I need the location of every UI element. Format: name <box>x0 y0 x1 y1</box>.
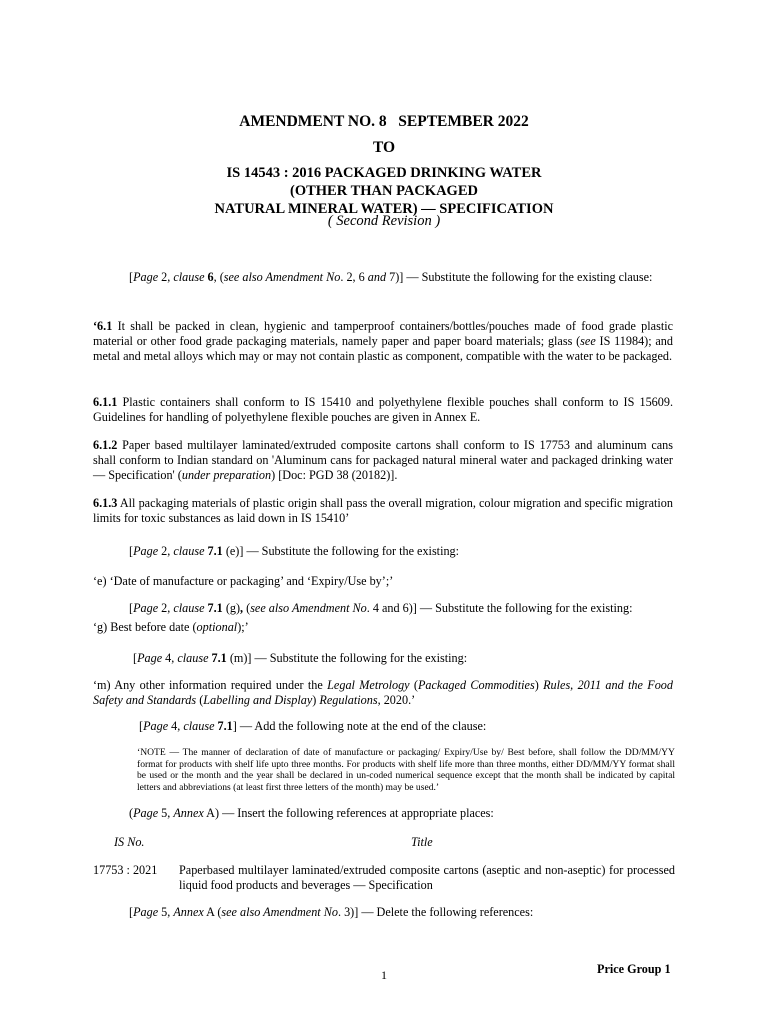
text-fragment: 2, <box>158 270 174 284</box>
text-fragment: Labelling and Display <box>203 692 313 707</box>
text-fragment: ( <box>243 601 251 615</box>
text-fragment: under preparation <box>181 467 272 482</box>
text-fragment: [ <box>139 719 144 733</box>
text-fragment: 4, <box>162 651 178 665</box>
text-fragment: Annex <box>173 806 204 820</box>
text-fragment: IS 11984); and metal and metal alloys which may or may not contain plastic as component, compatible with the water to be packaged. <box>93 333 673 363</box>
text-fragment: All packaging materials of plastic origin shall pass the overall migration, colour migration and specific migration limits for toxic substances as laid down in IS 15410’ <box>93 496 673 525</box>
text-fragment: clause <box>177 651 209 665</box>
clause-number: ‘6.1 <box>93 319 113 333</box>
text-fragment: , <box>240 601 244 615</box>
text-fragment: clause <box>173 270 205 284</box>
clause-number: 6.1.2 <box>93 438 118 452</box>
text-fragment: ( <box>409 678 418 692</box>
replacement-text-m <box>93 678 673 708</box>
clause-number: 7.1 <box>211 651 227 665</box>
text-fragment: ) <box>534 678 544 692</box>
text-fragment: A) — Insert the following references at appropriate places: <box>203 806 494 820</box>
text-fragment: see also Amendment No <box>250 601 367 615</box>
text-fragment: clause <box>183 719 215 733</box>
reference-title: Paperbased multilayer laminated/extruded composite cartons (aseptic and non-aseptic) for processed liquid food products and beverages — Specification <box>179 863 675 892</box>
to-label: TO <box>372 139 396 156</box>
text-fragment: [ <box>129 544 134 558</box>
text-fragment: 2, <box>158 601 174 615</box>
clause-6-1 <box>93 319 673 363</box>
text-fragment: ] — Add the following note at the end of the clause: <box>232 719 487 733</box>
text-fragment: (m)] — Substitute the following for the existing: <box>226 651 468 665</box>
note-text: ‘NOTE — The manner of declaration of date of manufacture or packaging/ Expiry/Use by/ Best before, shall follow the DD/MM/YY format for products with shelf life upto three months. For products with shelf life more than three months, either DD/MM/YY format shall be used or the month and the year shall be declared in un-coded numerical sequence except that the month shall be indicated by capital letters and abbreviations (at least first three letters of the month) may be used.’ <box>137 747 675 793</box>
text-fragment: see also Amendment No <box>221 905 338 919</box>
text-fragment: Annex <box>173 905 204 919</box>
replacement-text-g <box>93 620 673 635</box>
text-fragment: 7)] — Substitute the following for the existing clause: <box>386 270 653 284</box>
text-fragment: clause <box>173 544 205 558</box>
reference-is-number: 17753 : 2021 <box>93 863 158 877</box>
clause-6-1-1 <box>93 395 673 425</box>
clause-number: 6.1.1 <box>93 395 118 409</box>
text-fragment: 2, <box>158 544 174 558</box>
instruction-annex-a-delete <box>93 905 673 920</box>
text-fragment: Plastic containers shall conform to IS 15410 and polyethylene flexible pouches shall conform to IS 15609. Guidelines for handling of polyethylene flexible pouches are given in Annex E. <box>93 395 673 424</box>
text-fragment: ‘g) Best before date ( <box>93 620 197 634</box>
text-fragment: Rules, 2011 and the Food Safety and Standards <box>93 678 673 707</box>
text-fragment: Page <box>133 905 159 919</box>
clause-number: 6.1.3 <box>93 496 118 510</box>
amendment-title: AMENDMENT NO. 8 SEPTEMBER 2022 <box>239 113 529 130</box>
instruction-clause-7-1-m <box>93 651 673 666</box>
instruction-annex-a-insert <box>93 806 673 821</box>
text-fragment: see <box>580 333 596 348</box>
text-fragment: 5, <box>158 806 174 820</box>
text-fragment: . 3)] — Delete the following references: <box>337 905 534 919</box>
text-fragment: and <box>367 270 387 284</box>
text-fragment: see also Amendment No <box>223 270 341 284</box>
text-fragment: optional <box>196 620 238 634</box>
text-fragment: Page <box>137 651 163 665</box>
text-fragment: Regulations <box>319 692 378 707</box>
text-fragment: Page <box>133 601 159 615</box>
text-fragment: Page <box>143 719 169 733</box>
text-fragment: . 4 and 6)] — Substitute the following for the existing: <box>366 601 633 615</box>
instruction-clause-7-1-note <box>93 719 673 734</box>
clause-number: 6 <box>207 270 214 284</box>
text-fragment: (e)] — Substitute the following for the existing: <box>222 544 460 558</box>
text-fragment: ( <box>129 806 134 820</box>
text-fragment: . 2, 6 <box>340 270 368 284</box>
instruction-clause-7-1-e <box>93 544 673 559</box>
text-fragment: Page <box>133 544 159 558</box>
instruction-clause-6 <box>93 270 673 285</box>
text-fragment: [ <box>129 601 134 615</box>
clause-number: 7.1 <box>217 719 233 733</box>
text-fragment: Page <box>133 806 159 820</box>
standard-title <box>0 164 768 218</box>
text-fragment: (g) <box>222 601 241 615</box>
revision-label: ( Second Revision ) <box>327 213 441 229</box>
text-fragment: );’ <box>237 620 249 634</box>
text-fragment: Packaged Commodities <box>417 678 535 692</box>
clause-number: 7.1 <box>207 601 223 615</box>
standard-title-line3: NATURAL MINERAL WATER) — SPECIFICATION <box>214 201 554 217</box>
text-fragment: Paper based multilayer laminated/extruded composite cartons shall conform to IS 17753 and aluminum cans shall conform to Indian standard on 'Aluminum cans for packaged natural mineral water and packaged drinking water — Specification' ( <box>93 438 673 482</box>
text-fragment: [ <box>133 651 138 665</box>
text-fragment: 4, <box>168 719 184 733</box>
text-fragment: A ( <box>203 905 222 919</box>
price-group: Price Group 1 <box>597 962 671 976</box>
text-fragment: clause <box>173 601 205 615</box>
standard-title-line1: IS 14543 : 2016 PACKAGED DRINKING WATER <box>226 165 542 181</box>
column-header-is-no: IS No. <box>114 835 145 849</box>
text-fragment: ( <box>196 692 204 707</box>
page-number: 1 <box>381 968 387 982</box>
replacement-text-e: ‘e) ‘Date of manufacture or packaging’ and ‘Expiry/Use by’;’ <box>93 574 394 588</box>
text-fragment: [ <box>129 905 134 919</box>
text-fragment: Legal Metrology <box>327 678 410 692</box>
text-fragment: ) [Doc: PGD 38 (20182)]. <box>271 467 398 482</box>
clause-number: 7.1 <box>207 544 223 558</box>
clause-6-1-3 <box>93 496 673 526</box>
column-header-title: Title <box>411 835 433 849</box>
instruction-clause-7-1-g <box>93 601 673 616</box>
text-fragment: ‘m) Any other information required under the <box>93 678 328 692</box>
text-fragment: [ <box>129 270 134 284</box>
text-fragment: , ( <box>213 270 224 284</box>
text-fragment: ) <box>312 692 320 707</box>
text-fragment: It shall be packed in clean, hygienic and tamperproof containers/bottles/pouches made of food grade plastic material or other food grade packaging materials, namely paper and paper board materials; glass ( <box>93 319 673 348</box>
standard-title-line2: (OTHER THAN PACKAGED <box>290 183 478 199</box>
text-fragment: Page <box>133 270 159 284</box>
text-fragment: 5, <box>158 905 174 919</box>
reference-row <box>93 863 675 895</box>
clause-6-1-2 <box>93 438 673 482</box>
text-fragment: , 2020.’ <box>377 692 416 707</box>
